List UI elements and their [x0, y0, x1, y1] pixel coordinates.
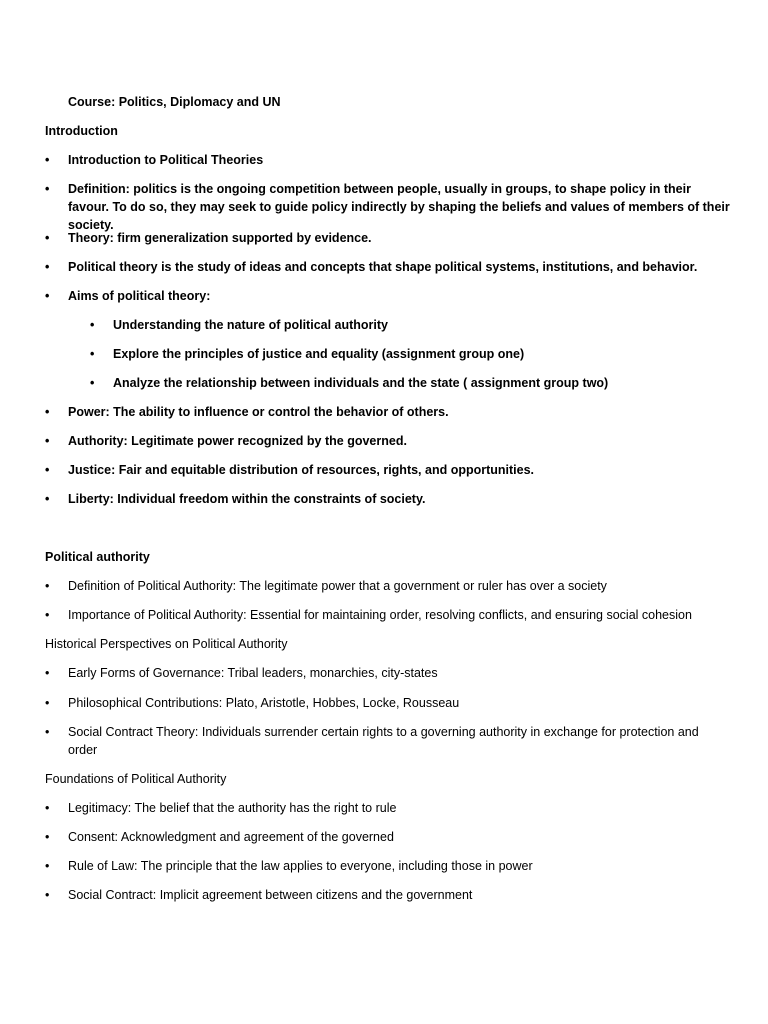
- intro-heading: Introduction: [45, 124, 118, 138]
- concept-item: [45, 461, 730, 479]
- bullet-glyph: •: [45, 579, 50, 593]
- bullet-glyph: •: [90, 347, 95, 361]
- foundation-item-text: Social Contract: Implicit agreement between citizens and the government: [68, 888, 473, 902]
- concept-item: [45, 432, 730, 450]
- historical-item-text: Philosophical Contributions: Plato, Aristotle, Hobbes, Locke, Rousseau: [68, 696, 460, 710]
- bullet-glyph: •: [45, 182, 50, 196]
- foundation-item: [45, 886, 730, 904]
- bullet-glyph: •: [45, 463, 50, 477]
- authority-item-text: Importance of Political Authority: Essential for maintaining order, resolving conflicts, and ensuring social cohesion: [68, 608, 692, 622]
- historical-item: [45, 723, 730, 759]
- foundations-heading: Foundations of Political Authority: [45, 772, 227, 786]
- aim-item-text: Analyze the relationship between individuals and the state ( assignment group two): [113, 376, 609, 390]
- bullet-glyph: •: [45, 153, 50, 167]
- concept-item-text: Justice: Fair and equitable distribution of resources, rights, and opportunities.: [68, 463, 535, 477]
- intro-item-text: Political theory is the study of ideas and concepts that shape political systems, institutions, and behavior.: [68, 260, 698, 274]
- authority-item: [45, 606, 730, 624]
- historical-item-text: Early Forms of Governance: Tribal leaders, monarchies, city-states: [68, 666, 438, 680]
- bullet-glyph: •: [45, 830, 50, 844]
- political-authority-heading: Political authority: [45, 550, 150, 564]
- historical-item-text: Social Contract Theory: Individuals surrender certain rights to a governing authority in exchange for protection and order: [68, 725, 699, 757]
- concept-item: [45, 490, 730, 508]
- intro-item: [45, 258, 730, 276]
- foundation-item: [45, 857, 730, 875]
- intro-item: [45, 229, 730, 247]
- bullet-glyph: •: [45, 434, 50, 448]
- bullet-glyph: •: [45, 231, 50, 245]
- bullet-glyph: •: [45, 260, 50, 274]
- bullet-glyph: •: [45, 859, 50, 873]
- foundation-item-text: Legitimacy: The belief that the authority has the right to rule: [68, 801, 397, 815]
- foundation-item-text: Consent: Acknowledgment and agreement of the governed: [68, 830, 394, 844]
- concept-item-text: Authority: Legitimate power recognized by the governed.: [68, 434, 407, 448]
- intro-item-text: Definition: politics is the ongoing competition between people, usually in groups, to shape policy in their favour. To do so, they may seek to guide policy indirectly by shaping the beliefs and values of members of their society.: [68, 182, 730, 232]
- aim-item: [90, 316, 730, 334]
- historical-item: [45, 664, 730, 682]
- authority-item: [45, 577, 730, 595]
- intro-item-text: Aims of political theory:: [68, 289, 211, 303]
- bullet-glyph: •: [45, 888, 50, 902]
- bullet-glyph: •: [45, 801, 50, 815]
- authority-item-text: Definition of Political Authority: The legitimate power that a government or ruler has over a society: [68, 579, 607, 593]
- bullet-glyph: •: [45, 492, 50, 506]
- foundation-item-text: Rule of Law: The principle that the law applies to everyone, including those in power: [68, 859, 533, 873]
- intro-item: [45, 180, 730, 234]
- bullet-glyph: •: [45, 725, 50, 739]
- aim-item-text: Understanding the nature of political authority: [113, 318, 389, 332]
- concept-item-text: Power: The ability to influence or control the behavior of others.: [68, 405, 449, 419]
- bullet-glyph: •: [90, 318, 95, 332]
- bullet-glyph: •: [45, 405, 50, 419]
- bullet-glyph: •: [45, 666, 50, 680]
- bullet-glyph: •: [45, 608, 50, 622]
- intro-item: [45, 287, 730, 305]
- intro-item-text: Theory: firm generalization supported by evidence.: [68, 231, 372, 245]
- bullet-glyph: •: [90, 376, 95, 390]
- aim-item: [90, 374, 730, 392]
- foundation-item: [45, 828, 730, 846]
- bullet-glyph: •: [45, 289, 50, 303]
- historical-heading: Historical Perspectives on Political Authority: [45, 637, 288, 651]
- aim-item: [90, 345, 730, 363]
- concept-item: [45, 403, 730, 421]
- concept-item-text: Liberty: Individual freedom within the constraints of society.: [68, 492, 426, 506]
- intro-item: [45, 151, 730, 169]
- intro-item-text: Introduction to Political Theories: [68, 153, 264, 167]
- foundation-item: [45, 799, 730, 817]
- bullet-glyph: •: [45, 696, 50, 710]
- historical-item: [45, 694, 730, 712]
- aim-item-text: Explore the principles of justice and equality (assignment group one): [113, 347, 525, 361]
- course-title: Course: Politics, Diplomacy and UN: [68, 95, 281, 109]
